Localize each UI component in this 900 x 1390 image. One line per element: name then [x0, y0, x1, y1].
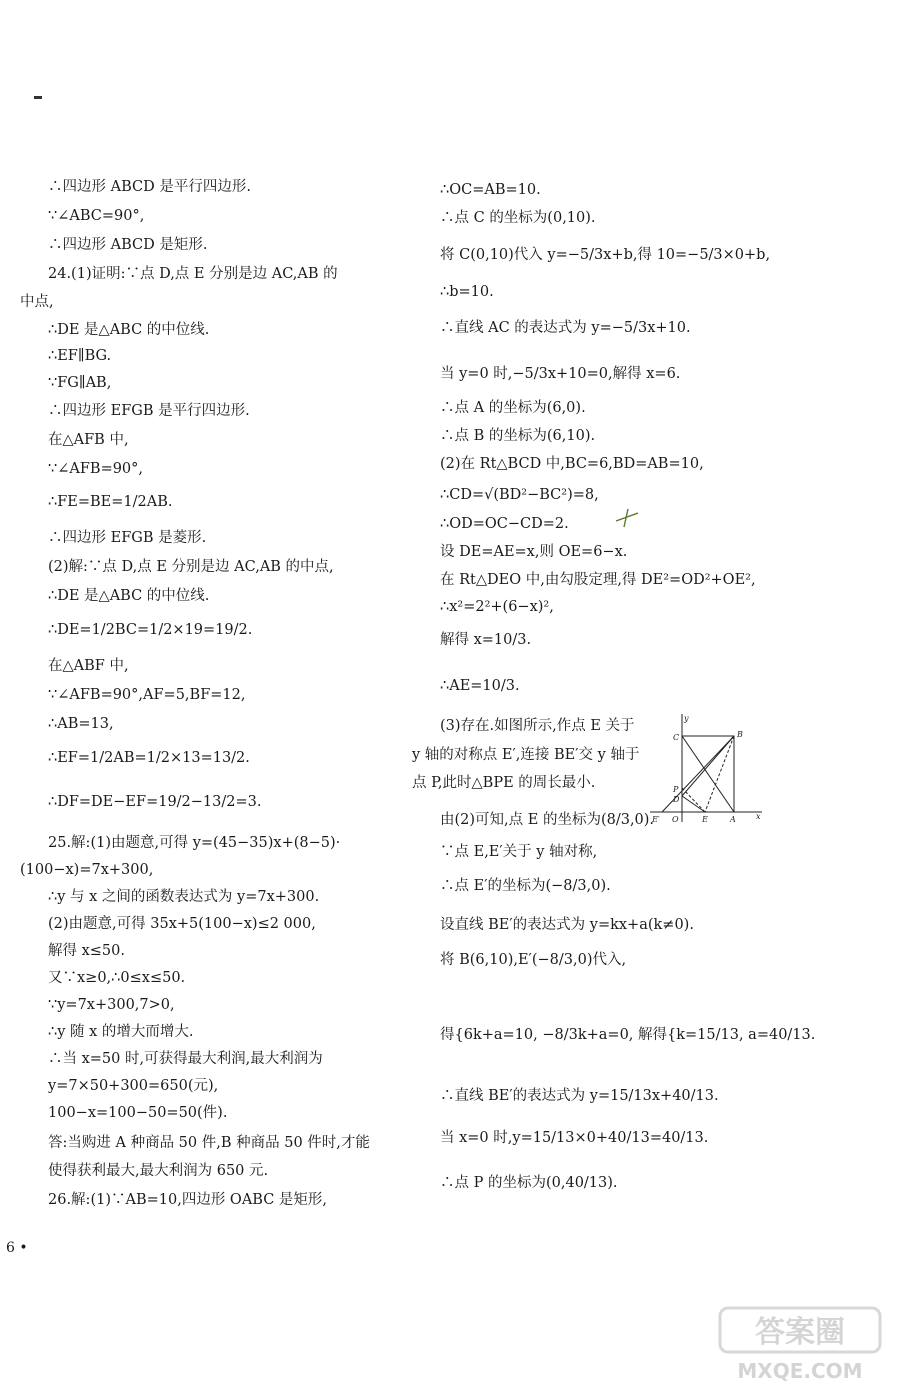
figure-label: C [673, 733, 680, 742]
text-line: ∴AE=10/3. [440, 678, 520, 694]
text-line: y=7×50+300=650(元), [48, 1078, 219, 1094]
text-line: 将 B(6,10),E′(−8/3,0)代入, [440, 952, 627, 968]
text-line: ∴点 P 的坐标为(0,40/13). [440, 1175, 618, 1191]
text-line: 得{6k+a=10, −8/3k+a=0, 解得{k=15/13, a=40/13. [440, 1027, 816, 1043]
text-line: ∴FE=BE=1/2AB. [48, 494, 173, 510]
text-line: ∴点 B 的坐标为(6,10). [440, 428, 596, 444]
figure-label: x [756, 812, 761, 821]
text-line: ∵y=7x+300,7>0, [48, 997, 175, 1013]
text-line: 26.解:(1)∵AB=10,四边形 OABC 是矩形, [48, 1192, 328, 1208]
figure-label: D [673, 795, 680, 804]
text-line: 答:当购进 A 种商品 50 件,B 种商品 50 件时,才能 [48, 1135, 370, 1151]
text-line: (100−x)=7x+300, [20, 862, 154, 878]
page-number: 6 • [6, 1240, 28, 1256]
text-line: 将 C(0,10)代入 y=−5/3x+b,得 10=−5/3×0+b, [440, 247, 771, 263]
svg-text:MXQE.COM: MXQE.COM [737, 1359, 863, 1383]
text-line: (2)由题意,可得 35x+5(100−x)≤2 000, [48, 916, 316, 932]
text-line: ∴OC=AB=10. [440, 182, 541, 198]
text-line: 当 y=0 时,−5/3x+10=0,解得 x=6. [440, 366, 681, 382]
text-line: ∴点 A 的坐标为(6,0). [440, 400, 586, 416]
text-line: ∴EF∥BG. [48, 348, 112, 364]
figure-label: A [730, 815, 736, 824]
text-line: ∴y 与 x 之间的函数表达式为 y=7x+300. [48, 889, 320, 905]
text-line: ∴DE=1/2BC=1/2×19=19/2. [48, 622, 253, 638]
text-line: 在 Rt△DEO 中,由勾股定理,得 DE²=OD²+OE², [440, 572, 756, 588]
text-line: 设 DE=AE=x,则 OE=6−x. [440, 544, 628, 560]
text-line: 使得获利最大,最大利润为 650 元. [48, 1163, 269, 1179]
text-line: y 轴的对称点 E′,连接 BE′交 y 轴于 [412, 747, 640, 763]
text-line: 中点, [20, 294, 54, 310]
text-line: ∴直线 BE′的表达式为 y=15/13x+40/13. [440, 1088, 719, 1104]
text-line: ∵FG∥AB, [48, 375, 112, 391]
text-line: 解得 x=10/3. [440, 632, 532, 648]
text-line: ∴四边形 ABCD 是矩形. [48, 237, 208, 253]
coordinate-figure [650, 712, 765, 824]
text-line: ∵∠AFB=90°,AF=5,BF=12, [48, 687, 246, 703]
text-line: ∴EF=1/2AB=1/2×13=13/2. [48, 750, 250, 766]
text-line: ∵点 E,E′关于 y 轴对称, [440, 844, 598, 860]
text-line: ∴b=10. [440, 284, 494, 300]
watermark-logo [716, 1306, 886, 1384]
text-line: ∴CD=√(BD²−BC²)=8, [440, 487, 599, 503]
text-line: ∴DE 是△ABC 的中位线. [48, 322, 210, 338]
text-line: ∴四边形 EFGB 是平行四边形. [48, 403, 250, 419]
text-line: ∴x²=2²+(6−x)², [440, 599, 554, 615]
svg-text:答案圈: 答案圈 [755, 1315, 845, 1350]
text-line: ∴四边形 ABCD 是平行四边形. [48, 179, 251, 195]
text-line: 点 P,此时△BPE 的周长最小. [412, 775, 596, 791]
figure-label: B [737, 730, 743, 739]
text-line: ∴直线 AC 的表达式为 y=−5/3x+10. [440, 320, 691, 336]
text-line: 25.解:(1)由题意,可得 y=(45−35)x+(8−5)· [48, 835, 341, 851]
text-line: 解得 x≤50. [48, 943, 125, 959]
figure-label: O [672, 815, 679, 824]
text-line: ∴点 E′的坐标为(−8/3,0). [440, 878, 611, 894]
figure-label: E [702, 815, 708, 824]
text-line: (3)存在.如图所示,作点 E 关于 [440, 718, 635, 734]
text-line: ∵∠ABC=90°, [48, 208, 145, 224]
text-line: ∴DE 是△ABC 的中位线. [48, 588, 210, 604]
figure-label: P [673, 785, 679, 794]
text-line: ∵∠AFB=90°, [48, 461, 144, 477]
text-line: ∴y 随 x 的增大而增大. [48, 1024, 194, 1040]
text-line: ∴AB=13, [48, 716, 114, 732]
text-line: (2)在 Rt△BCD 中,BC=6,BD=AB=10, [440, 456, 704, 472]
text-line: 100−x=100−50=50(件). [48, 1105, 228, 1121]
text-line: ∴OD=OC−CD=2. [440, 516, 569, 532]
text-line: (2)解:∵点 D,点 E 分别是边 AC,AB 的中点, [48, 559, 334, 575]
text-line: ∴DF=DE−EF=19/2−13/2=3. [48, 794, 262, 810]
text-line: ∴点 C 的坐标为(0,10). [440, 210, 596, 226]
text-line: 当 x=0 时,y=15/13×0+40/13=40/13. [440, 1130, 709, 1146]
text-line: 在△ABF 中, [48, 658, 129, 674]
corner-mark [34, 96, 42, 99]
text-line: 设直线 BE′的表达式为 y=kx+a(k≠0). [440, 917, 694, 933]
text-line: 又∵x≥0,∴0≤x≤50. [48, 970, 186, 986]
text-line: ∴四边形 EFGB 是菱形. [48, 530, 207, 546]
check-mark-icon [612, 505, 642, 529]
text-line: ∴当 x=50 时,可获得最大利润,最大利润为 [48, 1051, 323, 1067]
text-line: 在△AFB 中, [48, 432, 129, 448]
text-line: 由(2)可知,点 E 的坐标为(8/3,0). [440, 812, 655, 828]
figure-label: y [684, 714, 689, 723]
figure-label: E′ [652, 815, 660, 824]
text-line: 24.(1)证明:∵点 D,点 E 分别是边 AC,AB 的 [48, 266, 338, 282]
